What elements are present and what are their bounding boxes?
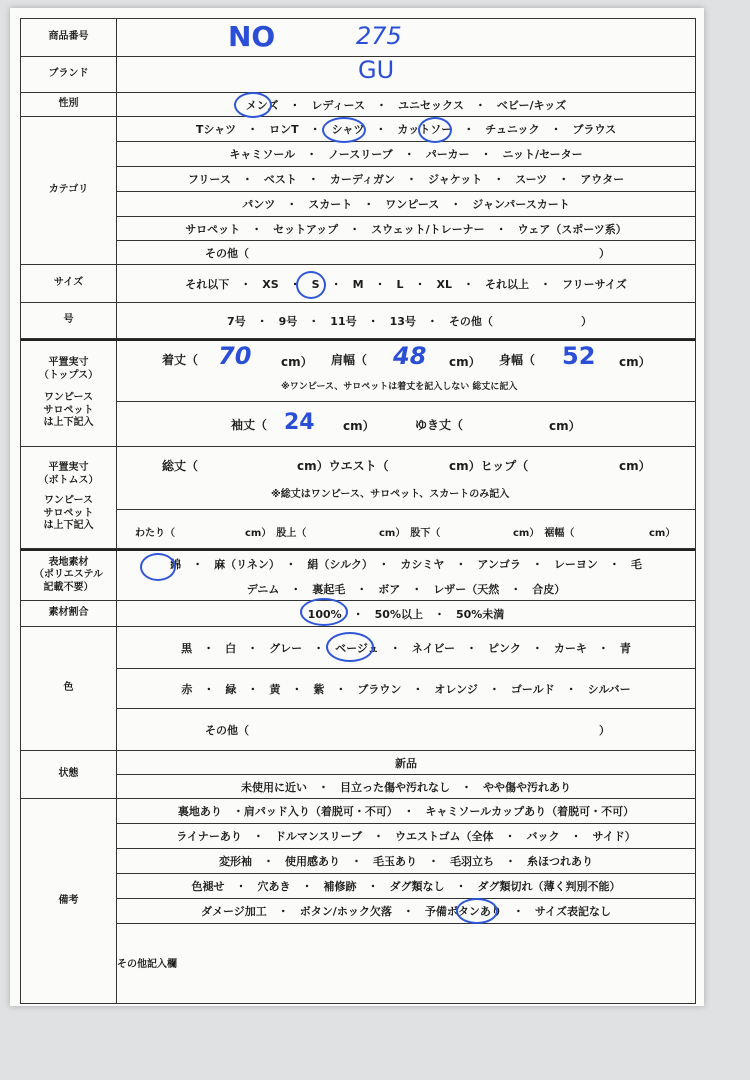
label-bottoms-line4: サロペット [43,507,94,519]
handwritten-brand: GU [358,56,395,84]
handwritten-no-prefix: NO [228,20,276,53]
label-material-line3: 記載不要） [43,581,94,593]
color-other-label: その他（ [205,723,249,737]
label-material-ratio: 素材割合 [21,601,117,627]
remarks-other-field[interactable] [117,924,695,1003]
gender-options[interactable]: メンズ ・ レディース ・ ユニセックス ・ ベビー/キッズ [117,93,695,117]
category-other-close: ） [599,246,610,260]
tops-sleeve-cm: cm） [343,419,375,433]
category-row-5[interactable]: サロペット ・ セットアップ ・ スウェット/トレーナー ・ ウェア（スポーツ系） [117,217,695,241]
label-condition: 状態 [21,751,117,799]
tops-body-cm: cm） [619,355,651,369]
label-bottoms [21,447,117,549]
tops-note: ※ワンピース、サロペットは着丈を記入しない 総丈に記入 [281,382,518,392]
bottoms-mata-label: cm） 股上（ [245,528,307,539]
remarks-row-2[interactable]: ライナーあり ・ ドルマンスリーブ ・ ウエストゴム（全体 ・ バック ・ サイド） [117,824,695,849]
remarks-row-4[interactable]: 色褪せ ・ 穴あき ・ 補修跡 ・ ダグ類なし ・ ダグ類切れ（薄く判別不能） [117,874,695,899]
bottoms-hip-label: cm）ヒップ（ [449,459,529,473]
color-row-2[interactable]: 赤 ・ 緑 ・ 黄 ・ 紫 ・ ブラウン ・ オレンジ ・ ゴールド ・ シルバー [117,669,695,709]
circle-cotton [140,553,176,581]
material-ratio-options[interactable]: 100% ・ 50%以上 ・ 50%未満 [117,601,695,627]
remarks-other-label: その他記入欄 [117,959,177,970]
bottoms-note: ※総丈はワンピース、サロペット、スカートのみ記入 [271,489,510,500]
label-bottoms-line3: ワンピース [43,495,94,507]
label-product-no: 商品番号 [21,19,117,57]
condition-options[interactable]: 未使用に近い ・ 目立った傷や汚れなし ・ やや傷や汚れあり [117,775,695,799]
product-form [20,18,696,1004]
handwritten-shoulder: 48 [393,342,427,370]
bottoms-suso-cm: cm） [649,528,676,539]
number-size-options: 7号 ・ 9号 ・ 11号 ・ 13号 ・ その他（ [227,314,493,328]
remarks-row-1[interactable]: 裏地あり ・肩パッド入り（着脱可・不可） ・ キャミソールカップあり（着脱可・不可） [117,799,695,824]
remarks-row-3[interactable]: 変形袖 ・ 使用感あり ・ 毛玉あり ・ 毛羽立ち ・ 糸ほつれあり [117,849,695,874]
label-tops-line3: ワンピース [43,392,94,404]
tops-shoulder-cm: cm） [449,355,481,369]
material-row-2[interactable]: デニム ・ 裏起毛 ・ ボア ・ レザー（天然 ・ 合皮） [117,577,695,601]
label-material [21,551,117,601]
label-category: カテゴリ [21,117,117,265]
brand-field[interactable] [117,57,695,93]
label-tops-line5: は上下記入 [43,417,94,429]
category-other-row[interactable] [117,241,695,265]
label-tops-line4: サロペット [43,404,94,416]
label-bottoms-line5: は上下記入 [43,520,94,532]
circle-mens [234,92,272,118]
tops-body-label: 身幅（ [499,353,536,367]
label-tops [21,341,117,447]
label-bottoms-line1: 平置実寸 [48,462,89,474]
bottoms-suso-label: cm） 裾幅（ [513,528,575,539]
tops-shoulder-label: 肩幅（ [331,353,368,367]
material-row-1[interactable]: 綿 ・ 麻（リネン） ・ 絹（シルク） ・ カシミヤ ・ アンゴラ ・ レーヨン ・ 毛 [170,558,642,571]
circle-size-s [296,271,326,299]
handwritten-body-width: 52 [562,342,596,370]
label-brand: ブランド [21,57,117,93]
bottoms-waist-label: cm）ウエスト（ [297,459,389,473]
label-material-line2: （ポリエステル [33,569,104,581]
label-color: 色 [21,627,117,751]
label-remarks: 備考 [21,799,117,1003]
label-tops-line1: 平置実寸 [48,357,89,369]
circle-cutsew [418,117,452,143]
bottoms-detail-row[interactable] [117,509,695,549]
bottoms-hip-cm: cm） [619,459,651,473]
condition-new[interactable]: 新品 [117,751,695,775]
tops-yuki-cm: cm） [549,419,581,433]
label-material-line1: 表地素材 [48,556,89,568]
bottoms-measure-row[interactable] [117,447,695,509]
category-row-1[interactable]: Tシャツ ・ ロンT ・ シャツ ・ カットソー ・ チュニック ・ ブラウス [117,117,695,142]
handwritten-length: 70 [218,342,252,370]
handwritten-product-no: 275 [356,22,402,50]
label-size: サイズ [21,265,117,303]
circle-spare-button [456,898,498,924]
bottoms-watari-label: わたり（ [135,528,175,539]
category-row-4[interactable]: パンツ ・ スカート ・ ワンピース ・ ジャンパースカート [117,192,695,217]
label-bottoms-line2: （ボトムス） [38,474,99,486]
bottoms-total-label: 総丈（ [162,459,199,473]
circle-beige [326,632,374,662]
tops-yuki-label: ゆき丈（ [415,418,464,432]
circle-shirt [322,117,366,143]
number-size-close: ） [581,314,592,328]
number-size-row[interactable] [117,303,695,339]
circle-100 [300,598,348,626]
label-tops-line2: （トップス） [38,369,99,381]
color-other-close: ） [599,723,610,737]
label-gender: 性別 [21,93,117,117]
bottoms-matashita-label: cm） 股下（ [379,528,441,539]
handwritten-sleeve: 24 [284,410,315,435]
category-other-label: その他（ [205,246,249,260]
tops-length-cm: cm） [281,355,313,369]
color-row-1[interactable]: 黒 ・ 白 ・ グレー ・ ベージュ ・ ネイビー ・ ピンク ・ カーキ ・ 青 [117,627,695,669]
tops-length-label: 着丈（ [162,353,199,367]
color-other-row[interactable] [117,709,695,751]
category-row-3[interactable]: フリース ・ ベスト ・ カーディガン ・ ジャケット ・ スーツ ・ アウター [117,167,695,192]
size-options[interactable]: それ以下 ・ XS ・ S ・ M ・ L ・ XL ・ それ以上 ・ フリーサイズ [117,265,695,303]
category-row-2[interactable]: キャミソール ・ ノースリーブ ・ パーカー ・ ニット/セーター [117,142,695,167]
tops-sleeve-row[interactable] [117,401,695,447]
remarks-row-5[interactable]: ダメージ加工 ・ ボタン/ホック欠落 ・ 予備ボタンあり ・ サイズ表記なし [117,899,695,924]
product-no-field[interactable] [117,19,695,57]
label-number-size: 号 [21,303,117,339]
tops-sleeve-label: 袖丈（ [231,418,268,432]
